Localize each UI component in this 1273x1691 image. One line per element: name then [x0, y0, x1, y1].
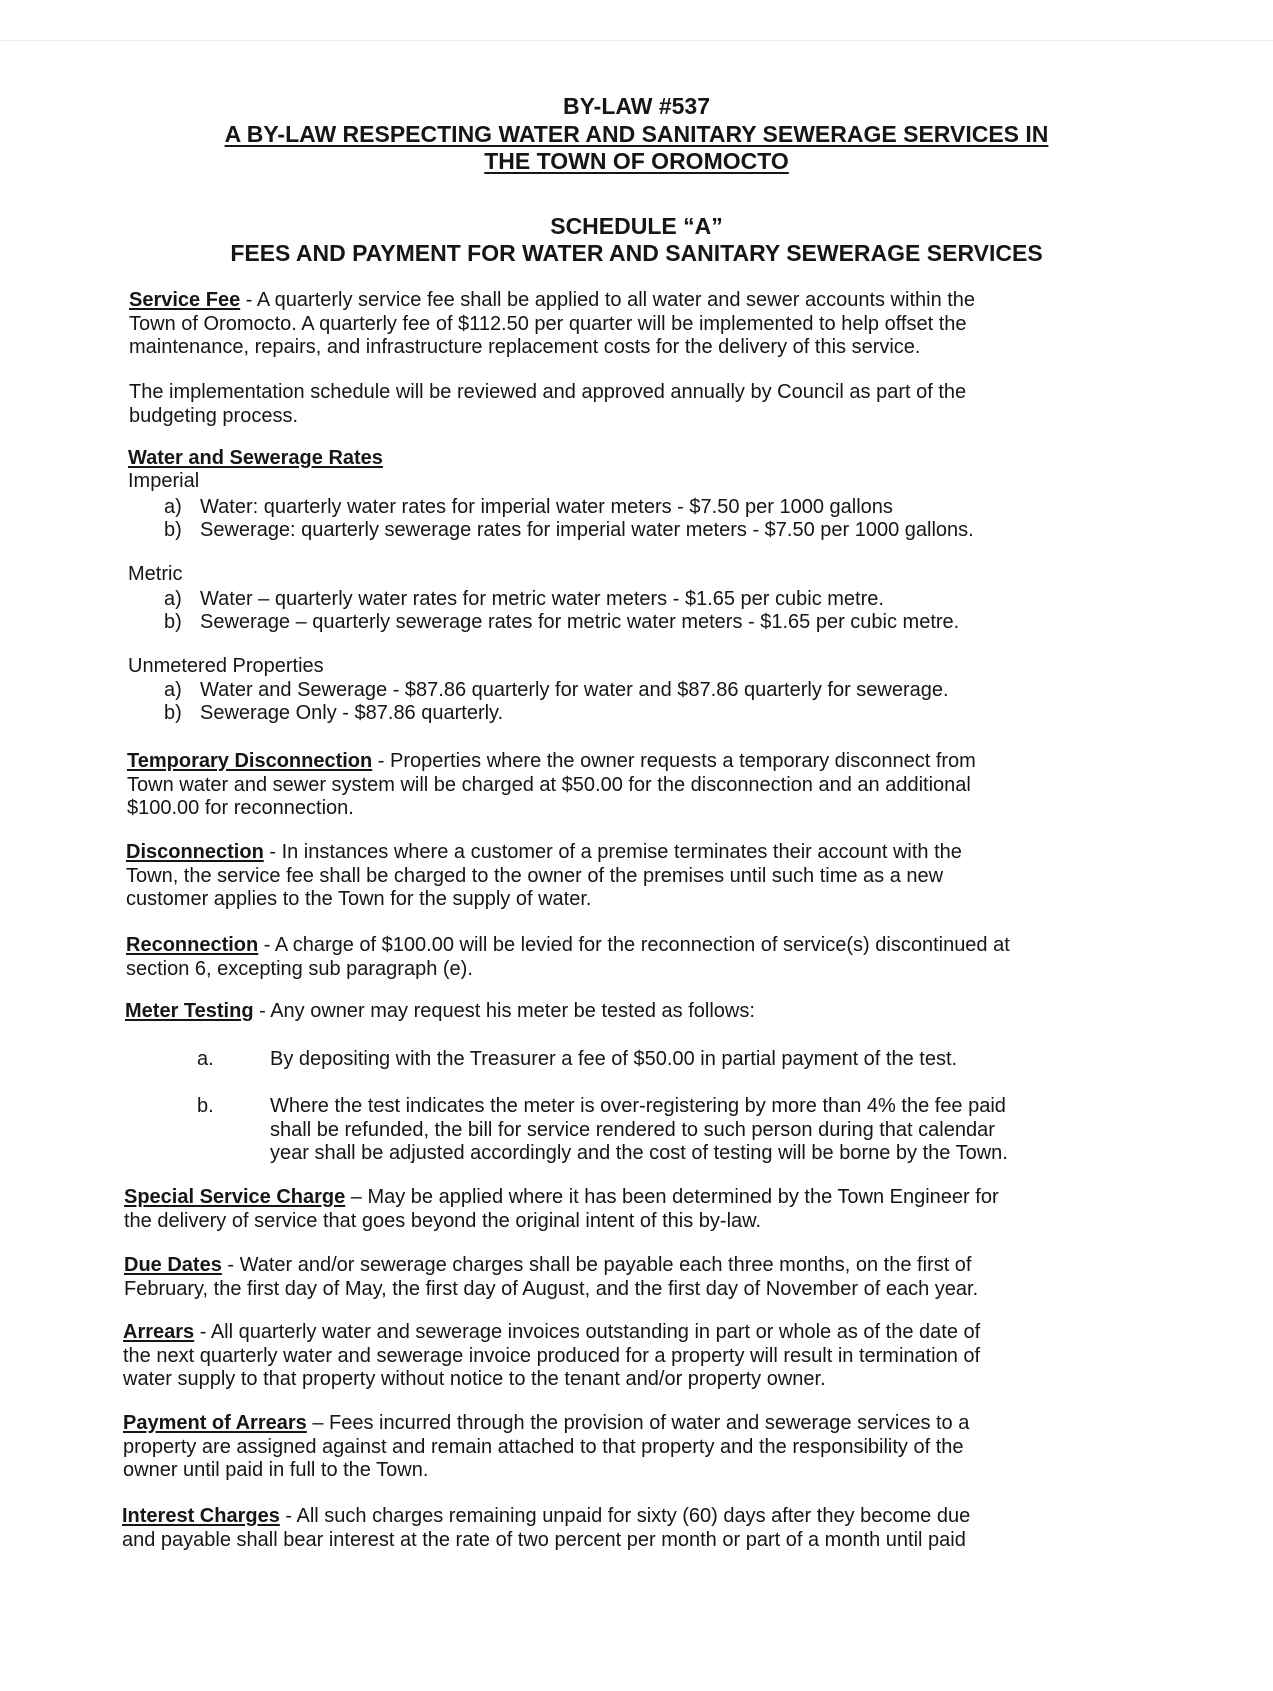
meter-testing-item-b-line1: Where the test indicates the meter is over-registering by more than 4% the fee paid [270, 1095, 1006, 1117]
list-letter: b) [164, 611, 182, 633]
meter-testing-item-a-letter: a. [197, 1048, 214, 1070]
implementation-line2: budgeting process. [129, 404, 299, 427]
imperial-item-a [164, 496, 893, 520]
reconnection-paragraph [126, 934, 1010, 981]
unmetered-item-b [164, 702, 503, 726]
metric-item-a-text: Water – quarterly water rates for metric water meters - $1.65 per cubic metre. [200, 588, 884, 610]
disconnection-label: Disconnection [126, 841, 264, 863]
meter-testing-item-a-line1: By depositing with the Treasurer a fee of $50.00 in partial payment of the test. [270, 1048, 958, 1070]
meter-testing-item-b-line3: year shall be adjusted accordingly and the cost of testing will be borne by the Town. [270, 1142, 1008, 1164]
meter-testing-item-a [270, 1048, 957, 1072]
unmetered-label: Unmetered Properties [128, 655, 324, 677]
payment-of-arrears-paragraph [123, 1412, 969, 1483]
meter-testing-item-b-line2: shall be refunded, the bill for service rendered to such person during that calendar [270, 1118, 995, 1141]
imperial-item-a-text: Water: quarterly water rates for imperial water meters - $7.50 per 1000 gallons [200, 496, 893, 518]
implementation-paragraph [129, 381, 966, 428]
meter-testing-item-b [270, 1095, 1008, 1166]
meter-testing-item-b-letter: b. [197, 1095, 214, 1117]
unmetered-item-a [164, 679, 949, 703]
reconnection-line2: section 6, excepting sub paragraph (e). [126, 957, 473, 980]
temporary-disconnection-line2: Town water and sewer system will be charged at $50.00 for the disconnection and an additional [127, 773, 971, 796]
list-letter: a) [164, 679, 182, 701]
list-letter: b) [164, 519, 182, 541]
disconnection-line1: - In instances where a customer of a premise terminates their account with the [263, 841, 962, 863]
interest-charges-paragraph [122, 1505, 970, 1552]
scan-edge [0, 40, 1273, 41]
schedule-title: FEES AND PAYMENT FOR WATER AND SANITARY SEWERAGE SERVICES [230, 240, 1043, 266]
due-dates-line2: February, the first day of May, the first day of August, and the first day of November of each year. [124, 1277, 979, 1300]
reconnection-label: Reconnection [126, 934, 259, 956]
imperial-label: Imperial [128, 470, 200, 492]
service-fee-label: Service Fee [129, 289, 241, 311]
schedule-heading: SCHEDULE “A” [550, 213, 723, 239]
unmetered-item-a-text: Water and Sewerage - $87.86 quarterly for water and $87.86 quarterly for sewerage. [200, 679, 949, 701]
reconnection-line1: - A charge of $100.00 will be levied for the reconnection of service(s) discontinued at [258, 934, 1010, 956]
special-service-paragraph [124, 1186, 999, 1233]
temporary-disconnection-paragraph [127, 750, 976, 821]
arrears-paragraph [123, 1321, 980, 1392]
rates-heading [128, 447, 383, 471]
list-letter: a) [164, 496, 182, 518]
temporary-disconnection-label: Temporary Disconnection [127, 750, 373, 772]
list-letter: b) [164, 702, 182, 724]
bylaw-number: BY-LAW #537 [563, 93, 710, 119]
unmetered-item-b-text: Sewerage Only - $87.86 quarterly. [200, 702, 504, 724]
metric-label: Metric [128, 563, 183, 585]
meter-testing-label: Meter Testing [125, 1000, 254, 1022]
service-fee-line3: maintenance, repairs, and infrastructure replacement costs for the delivery of this service. [129, 336, 921, 358]
special-service-label: Special Service Charge [124, 1186, 346, 1208]
payment-of-arrears-label: Payment of Arrears [123, 1412, 307, 1434]
interest-charges-label: Interest Charges [122, 1505, 280, 1527]
imperial-item-b [164, 519, 974, 543]
temporary-disconnection-line1: - Properties where the owner requests a temporary disconnect from [372, 750, 976, 772]
service-fee-line1: - A quarterly service fee shall be applied to all water and sewer accounts within the [240, 289, 976, 311]
special-service-line1: – May be applied where it has been determined by the Town Engineer for [345, 1186, 999, 1208]
disconnection-line2: Town, the service fee shall be charged to the owner of the premises until such time as a new [126, 864, 944, 887]
imperial-item-b-text: Sewerage: quarterly sewerage rates for imperial water meters - $7.50 per 1000 gallons. [200, 519, 974, 541]
due-dates-paragraph [124, 1254, 978, 1301]
metric-item-a [164, 588, 884, 612]
metric-item-b [164, 611, 959, 635]
meter-testing-line1: - Any owner may request his meter be tested as follows: [253, 1000, 755, 1022]
metric-item-b-text: Sewerage – quarterly sewerage rates for metric water meters - $1.65 per cubic metre. [200, 611, 960, 633]
special-service-line2: the delivery of service that goes beyond the original intent of this by-law. [124, 1209, 762, 1232]
payment-of-arrears-line2: property are assigned against and remain attached to that property and the responsibility of the [123, 1435, 964, 1458]
arrears-label: Arrears [123, 1321, 195, 1343]
meter-testing-paragraph [125, 1000, 755, 1024]
implementation-line1: The implementation schedule will be reviewed and approved annually by Council as part of the [129, 381, 967, 403]
due-dates-line1: - Water and/or sewerage charges shall be payable each three months, on the first of [221, 1254, 972, 1276]
arrears-line3: water supply to that property without notice to the tenant and/or property owner. [123, 1368, 826, 1390]
list-letter: a) [164, 588, 182, 610]
due-dates-label: Due Dates [124, 1254, 222, 1276]
payment-of-arrears-line3: owner until paid in full to the Town. [123, 1459, 429, 1481]
disconnection-line3: customer applies to the Town for the supply of water. [126, 888, 592, 910]
arrears-line1: - All quarterly water and sewerage invoices outstanding in part or whole as of the date of [194, 1321, 981, 1343]
bylaw-title-line1-text: A BY-LAW RESPECTING WATER AND SANITARY SEWERAGE SERVICES IN [224, 121, 1049, 147]
bylaw-title-line1 [0, 120, 1273, 148]
rates-heading-text: Water and Sewerage Rates [128, 447, 383, 469]
bylaw-title-line2-text: THE TOWN OF OROMOCTO [484, 148, 789, 174]
arrears-line2: the next quarterly water and sewerage invoice produced for a property will result in termination of [123, 1344, 981, 1367]
bylaw-title-line2 [0, 147, 1273, 175]
temporary-disconnection-line3: $100.00 for reconnection. [127, 797, 354, 819]
service-fee-paragraph [129, 289, 975, 360]
payment-of-arrears-line1: – Fees incurred through the provision of water and sewerage services to a [306, 1412, 970, 1434]
service-fee-line2: Town of Oromocto. A quarterly fee of $112.50 per quarter will be implemented to help offset the [129, 312, 967, 335]
interest-charges-line1: - All such charges remaining unpaid for sixty (60) days after they become due [279, 1505, 971, 1527]
interest-charges-line2: and payable shall bear interest at the rate of two percent per month or part of a month until paid [122, 1528, 966, 1551]
disconnection-paragraph [126, 841, 962, 912]
